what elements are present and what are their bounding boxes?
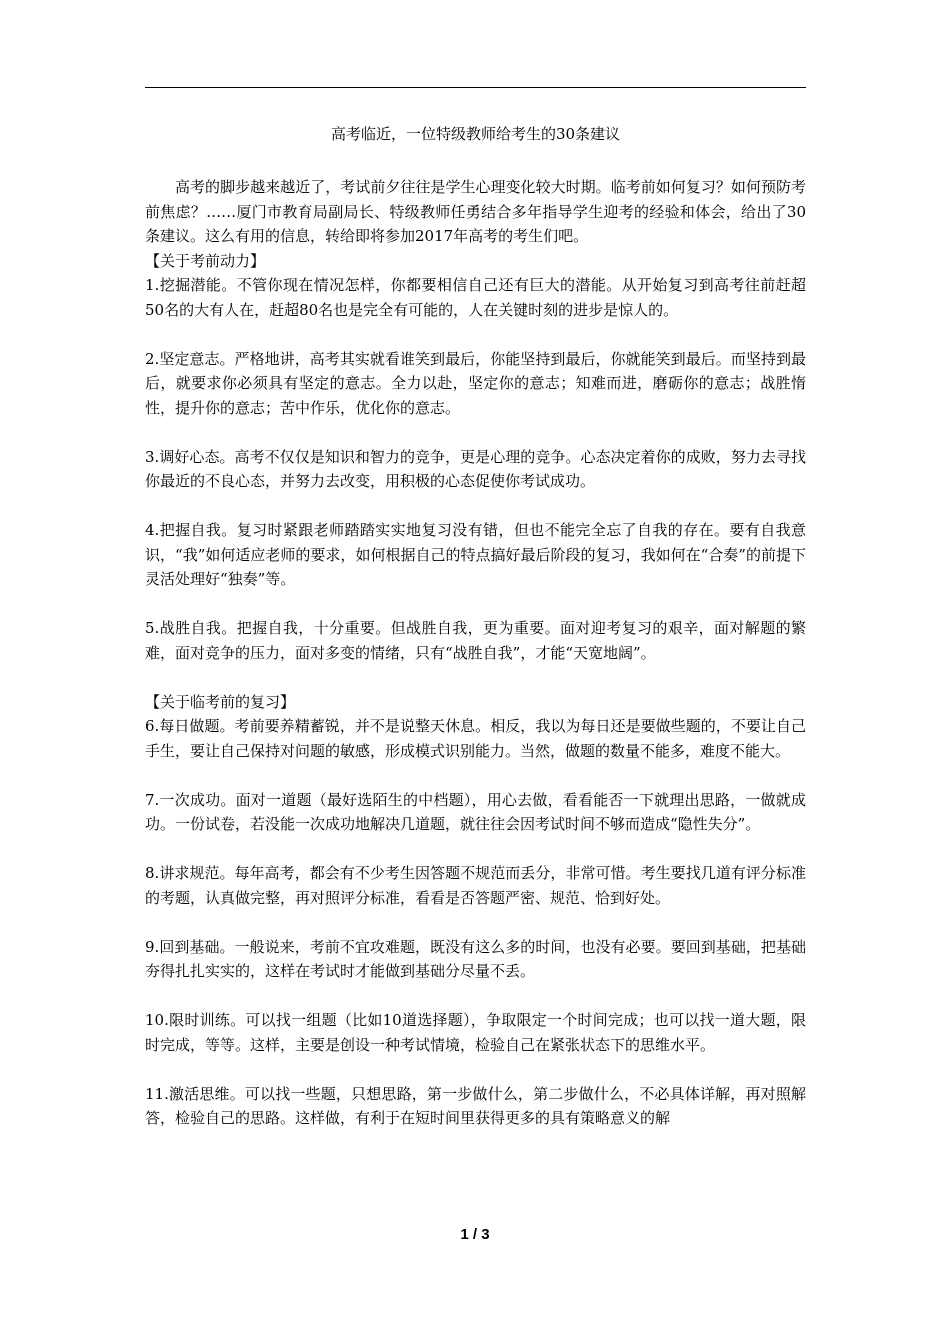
paragraph-gap (145, 1057, 806, 1082)
section-heading-motivation: 【关于考前动力】 (145, 251, 266, 270)
document-title: 高考临近，一位特级教师给考生的30条建议 (330, 125, 621, 143)
section-heading-review: 【关于临考前的复习】 (145, 692, 296, 711)
paragraph-gap (145, 592, 806, 617)
header-rule (145, 87, 806, 88)
paragraph-gap (145, 420, 806, 445)
list-item: 7.一次成功。面对一道题（最好选陌生的中档题），用心去做，看看能否一下就理出思路，一做就成功。一份试卷，若没能一次成功地解决几道题，就往往会因考试时间不够而造成“隐性失分”。 (145, 790, 806, 833)
list-item: 3.调好心态。高考不仅仅是知识和智力的竞争，更是心理的竞争。心态决定着你的成败，努力去寻找你最近的不良心态，并努力去改变，用积极的心态促使你考试成功。 (145, 447, 806, 490)
paragraph-gap (145, 984, 806, 1009)
document-body (145, 175, 806, 1131)
list-item: 4.把握自我。复习时紧跟老师踏踏实实地复习没有错，但也不能完全忘了自我的存在。要有自我意识，“我”如何适应老师的要求，如何根据自己的特点搞好最后阶段的复习，我如何在“合奏”的前提下灵活处理好“独奏”等。 (145, 521, 806, 588)
list-item: 8.讲求规范。每年高考，都会有不少考生因答题不规范而丢分，非常可惜。考生要找几道有评分标准的考题，认真做完整，再对照评分标准，看看是否答题严密、规范、恰到好处。 (145, 864, 806, 907)
list-item: 9.回到基础。一般说来，考前不宜攻难题，既没有这么多的时间，也没有必要。要回到基础，把基础夯得扎扎实实的，这样在考试时才能做到基础分尽量不丢。 (145, 937, 806, 980)
paragraph-gap (145, 665, 806, 690)
paragraph-gap (145, 763, 806, 788)
list-item: 6.每日做题。考前要养精蓄锐，并不是说整天休息。相反，我以为每日还是要做些题的，不要让自己手生，要让自己保持对问题的敏感，形成模式识别能力。当然，做题的数量不能多，难度不能大。 (145, 717, 806, 760)
paragraph-gap (145, 494, 806, 519)
list-item: 5.战胜自我。把握自我，十分重要。但战胜自我，更为重要。面对迎考复习的艰辛，面对解题的繁难，面对竞争的压力，面对多变的情绪，只有“战胜自我”，才能“天宽地阔”。 (145, 619, 806, 662)
paragraph-gap (145, 837, 806, 862)
list-item: 2.坚定意志。严格地讲，高考其实就看谁笑到最后，你能坚持到最后，你就能笑到最后。而坚持到最后，就要求你必须具有坚定的意志。全力以赴，坚定你的意志；知难而进，磨砺你的意志；战胜惰性，提升你的意志；苦中作乐，优化你的意志。 (145, 349, 806, 417)
paragraph-gap (145, 322, 806, 347)
list-item: 11.激活思维。可以找一些题，只想思路，第一步做什么，第二步做什么，不必具体详解，再对照解答，检验自己的思路。这样做，有利于在短时间里获得更多的具有策略意义的解 (145, 1084, 806, 1127)
list-item: 1.挖掘潜能。不管你现在情况怎样，你都要相信自己还有巨大的潜能。从开始复习到高考往前赶超50名的大有人在，赶超80名也是完全有可能的，人在关键时刻的进步是惊人的。 (145, 276, 806, 319)
list-item: 10.限时训练。可以找一组题（比如10道选择题），争取限定一个时间完成；也可以找一道大题，限时完成，等等。这样，主要是创设一种考试情境，检验自己在紧张状态下的思维水平。 (145, 1011, 806, 1054)
page-number: 1 / 3 (460, 1226, 490, 1243)
intro-paragraph: 高考的脚步越来越近了，考试前夕往往是学生心理变化较大时期。临考前如何复习？如何预防考前焦虑？……厦门市教育局副局长、特级教师任勇结合多年指导学生迎考的经验和体会，给出了30条建议。这么有用的信息，转给即将参加2017年高考的考生们吧。 (145, 178, 806, 245)
paragraph-gap (145, 910, 806, 935)
